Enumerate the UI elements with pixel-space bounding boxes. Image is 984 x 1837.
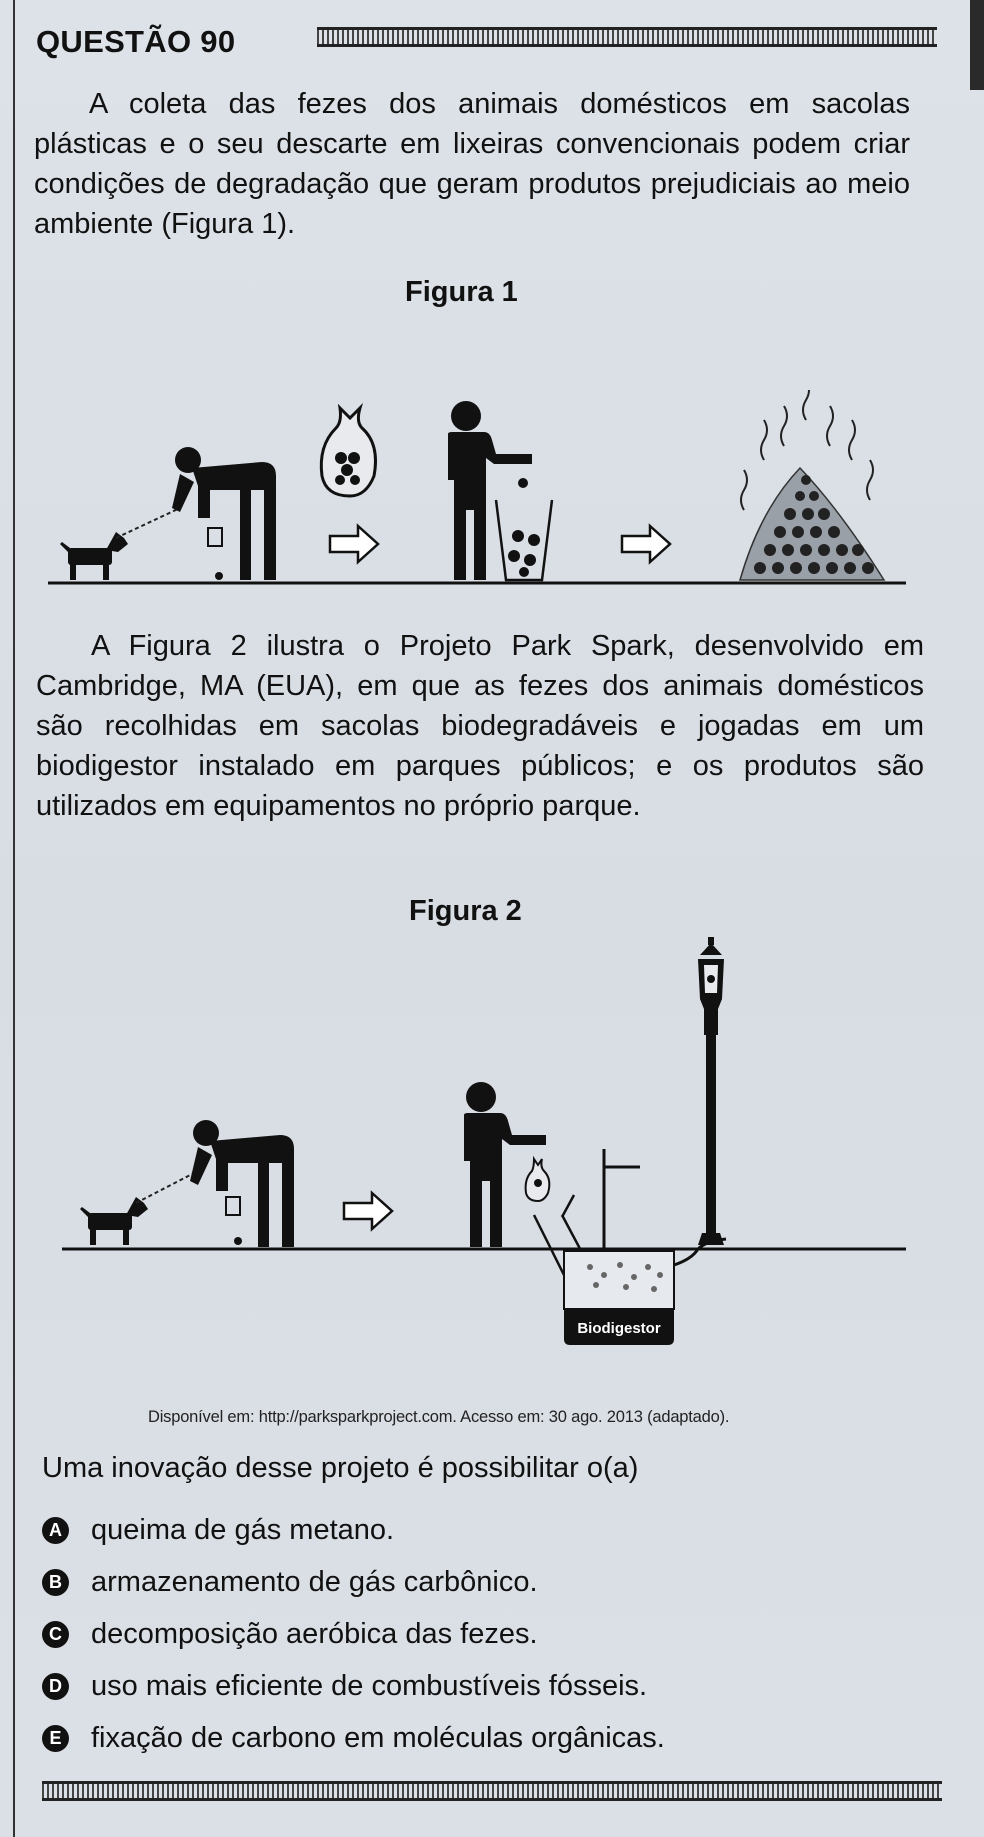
bending-person-icon — [172, 447, 276, 580]
dropping-icon-2 — [234, 1237, 242, 1245]
leash-line — [116, 508, 180, 538]
middle-paragraph: A Figura 2 ilustra o Projeto Park Spark, desenvolvido em Cambridge, MA (EUA), em que as fezes dos animais domésticos são recolhidas em sacolas biodegradáveis e jogadas em um biodigestor instalado em parques públicos; e os produtos são utilizados em equipamentos no próprio parque. — [36, 630, 924, 822]
arrow-right-icon-3 — [344, 1193, 392, 1229]
small-bag-icon — [208, 528, 222, 546]
pipe-stand-icon — [604, 1149, 640, 1255]
option-b[interactable] — [42, 1556, 665, 1608]
small-bag-icon-2 — [226, 1197, 240, 1215]
option-a[interactable] — [42, 1504, 665, 1556]
bending-person-icon-2 — [190, 1120, 294, 1247]
option-b-text: armazenamento de gás carbônico. — [91, 1565, 538, 1598]
arrow-right-icon — [330, 526, 378, 562]
option-e[interactable] — [42, 1712, 665, 1764]
biodigestor-tank — [564, 1251, 674, 1345]
question-stem: Uma inovação desse projeto é possibilitar o(a) — [42, 1452, 639, 1484]
figure1-title: Figura 1 — [405, 276, 518, 308]
waste-pile-icon — [740, 390, 884, 580]
arrow-right-icon-2 — [622, 526, 670, 562]
option-c[interactable] — [42, 1608, 665, 1660]
question-title: QUESTÃO 90 — [36, 24, 236, 59]
option-b-letter-badge: B — [42, 1569, 69, 1596]
leash-line-2 — [136, 1171, 198, 1203]
left-margin-rule — [13, 0, 15, 1837]
option-e-letter-badge: E — [42, 1725, 69, 1752]
figure2-title: Figura 2 — [409, 895, 522, 927]
option-d-letter-badge: D — [42, 1673, 69, 1700]
option-a-text: queima de gás metano. — [91, 1513, 395, 1546]
source-citation: Disponível em: http://parksparkproject.com. Acesso em: 30 ago. 2013 (adaptado). — [148, 1408, 730, 1426]
intro-paragraph: A coleta das fezes dos animais domésticos em sacolas plásticas e o seu descarte em lixeiras convencionais podem criar condições de degradação que geram produtos prejudiciais ao meio ambiente (Figura 1). — [34, 88, 910, 240]
header-hatch-bar — [317, 27, 937, 47]
trash-bin-icon — [496, 478, 552, 580]
figure1-illustration — [0, 390, 984, 605]
biodigestor-label: Biodigestor — [577, 1320, 661, 1337]
question-header — [36, 18, 916, 66]
biodegradable-bag-icon — [526, 1159, 550, 1201]
footer-hatch-bar — [42, 1781, 942, 1801]
lamp-post-icon — [698, 937, 724, 1245]
option-c-text: decomposição aeróbica das fezes. — [91, 1617, 538, 1650]
figure2-illustration — [0, 935, 984, 1375]
answer-options — [42, 1504, 665, 1764]
standing-person-icon — [448, 401, 532, 580]
option-d-text: uso mais eficiente de combustíveis fósseis. — [91, 1669, 648, 1702]
plastic-bag-icon — [321, 408, 375, 496]
option-e-text: fixação de carbono em moléculas orgânicas. — [91, 1721, 665, 1754]
dropping-icon — [215, 572, 223, 580]
option-a-letter-badge: A — [42, 1517, 69, 1544]
corner-tab — [970, 0, 984, 90]
option-c-letter-badge: C — [42, 1621, 69, 1648]
dog-icon — [60, 532, 128, 580]
option-d[interactable] — [42, 1660, 665, 1712]
dog-icon-2 — [80, 1197, 148, 1245]
